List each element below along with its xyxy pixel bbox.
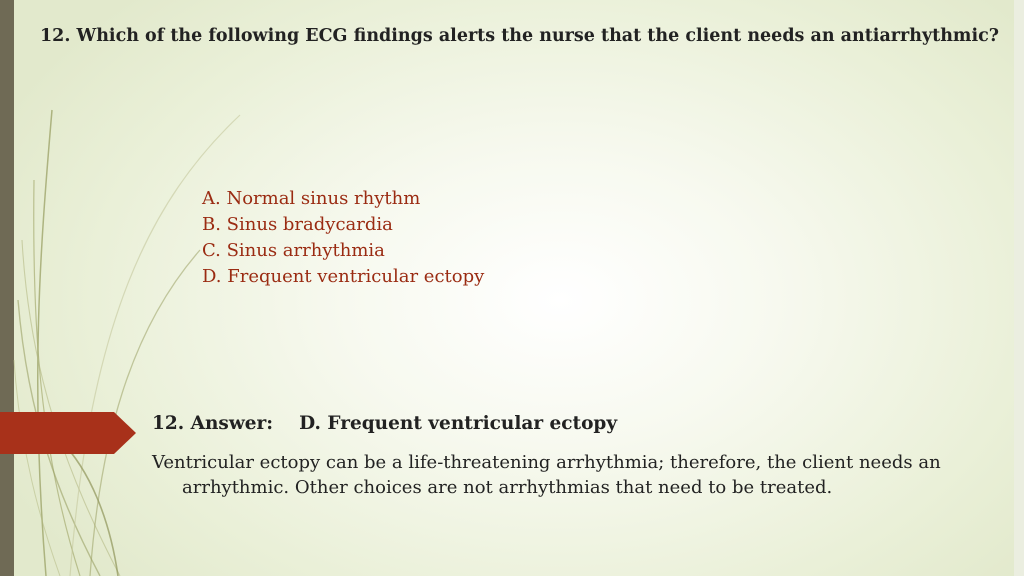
- choice-c: C. Sinus arrhythmia: [202, 240, 385, 261]
- answer-label: 12. Answer:: [152, 413, 274, 434]
- answer-value: D. Frequent ventricular ectopy: [299, 413, 618, 434]
- answer-explanation: [152, 450, 972, 500]
- answer-heading: [152, 413, 617, 434]
- question-title: 12. Which of the following ECG findings alerts the nurse that the client needs an antiarrhythmic?: [40, 26, 999, 46]
- accent-arrow-icon: [0, 412, 136, 454]
- right-edge-bar: [1014, 0, 1024, 576]
- choice-d: D. Frequent ventricular ectopy: [202, 266, 485, 287]
- explanation-line-1: Ventricular ectopy can be a life-threatening arrhythmia; therefore, the client needs an: [152, 452, 941, 473]
- choice-b: B. Sinus bradycardia: [202, 214, 393, 235]
- answer-choices-list: [202, 186, 484, 290]
- explanation-line-2: arrhythmic. Other choices are not arrhythmias that need to be treated.: [182, 477, 833, 498]
- choice-a: A. Normal sinus rhythm: [202, 188, 421, 209]
